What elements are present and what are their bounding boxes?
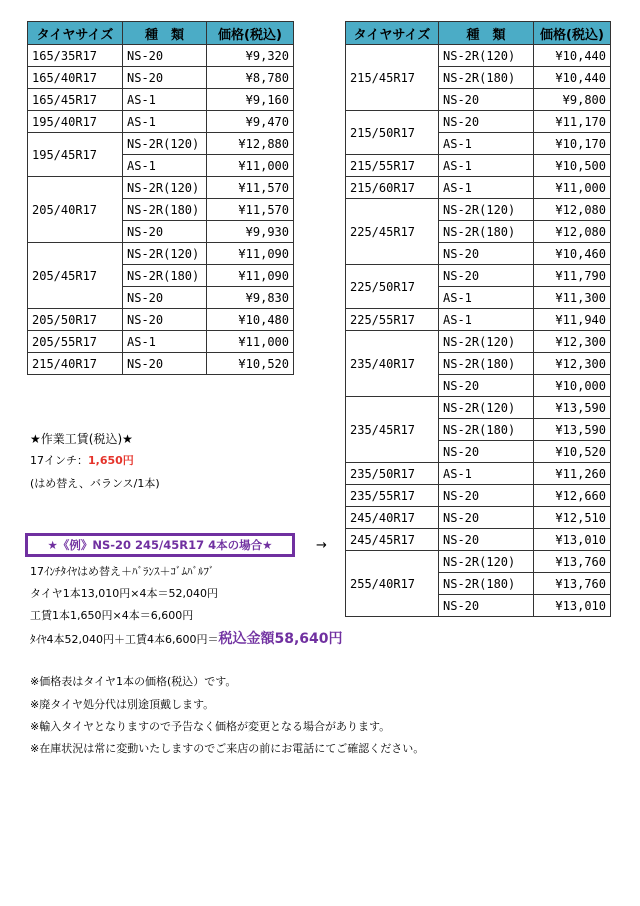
labor-line-prefix: 17インチ： xyxy=(30,454,88,467)
price-cell: ¥13,590 xyxy=(534,397,611,419)
tire-size-cell: 205/40R17 xyxy=(28,177,123,243)
tire-kind-cell: NS-2R(180) xyxy=(439,419,534,441)
price-cell: ¥13,590 xyxy=(534,419,611,441)
price-cell: ¥11,000 xyxy=(534,177,611,199)
tire-kind-cell: NS-20 xyxy=(123,287,207,309)
table-row xyxy=(346,507,611,529)
tire-kind-cell: NS-20 xyxy=(439,507,534,529)
table-row xyxy=(346,265,611,287)
price-cell: ¥9,830 xyxy=(207,287,294,309)
tire-size-cell: 205/50R17 xyxy=(28,309,123,331)
tire-kind-cell: NS-20 xyxy=(123,309,207,331)
example-line-1: 17ｲﾝﾁﾀｲﾔはめ替え＋ﾊﾞﾗﾝｽ＋ｺﾞﾑﾊﾞﾙﾌﾞ xyxy=(30,565,215,578)
example-line-4-prefix: ﾀｲﾔ4本52,040円＋工賃4本6,600円＝ xyxy=(30,633,219,646)
tire-kind-cell: NS-2R(120) xyxy=(123,243,207,265)
tire-kind-cell: NS-20 xyxy=(439,595,534,617)
table-row xyxy=(346,331,611,353)
price-cell: ¥11,170 xyxy=(534,111,611,133)
table-row xyxy=(346,485,611,507)
price-cell: ¥10,440 xyxy=(534,67,611,89)
price-cell: ¥10,480 xyxy=(207,309,294,331)
header-size: タイヤサイズ xyxy=(346,22,439,45)
price-cell: ¥11,000 xyxy=(207,155,294,177)
table-row xyxy=(28,331,294,353)
table-header-row xyxy=(346,22,611,45)
price-cell: ¥13,010 xyxy=(534,529,611,551)
note-4: ※在庫状況は常に変動いたしますのでご来店の前にお電話にてご確認ください。 xyxy=(30,742,425,755)
tire-kind-cell: NS-20 xyxy=(439,89,534,111)
tire-size-cell: 245/45R17 xyxy=(346,529,439,551)
price-cell: ¥11,090 xyxy=(207,243,294,265)
table-row xyxy=(28,111,294,133)
tire-kind-cell: NS-2R(180) xyxy=(439,221,534,243)
table-row xyxy=(28,353,294,375)
tire-size-cell: 255/40R17 xyxy=(346,551,439,617)
table-row xyxy=(346,463,611,485)
table-row xyxy=(28,243,294,265)
tire-size-cell: 245/40R17 xyxy=(346,507,439,529)
tire-size-cell: 215/50R17 xyxy=(346,111,439,155)
price-cell: ¥11,090 xyxy=(207,265,294,287)
tire-size-cell: 225/55R17 xyxy=(346,309,439,331)
tire-kind-cell: AS-1 xyxy=(123,155,207,177)
tire-kind-cell: NS-20 xyxy=(123,221,207,243)
tire-size-cell: 235/50R17 xyxy=(346,463,439,485)
price-cell: ¥11,300 xyxy=(534,287,611,309)
note-1: ※価格表はタイヤ1本の価格(税込）です。 xyxy=(30,675,237,688)
price-cell: ¥9,470 xyxy=(207,111,294,133)
tire-kind-cell: AS-1 xyxy=(123,89,207,111)
tire-kind-cell: AS-1 xyxy=(123,111,207,133)
price-cell: ¥12,300 xyxy=(534,353,611,375)
labor-line-value: 1,650円 xyxy=(88,454,134,467)
price-cell: ¥11,260 xyxy=(534,463,611,485)
labor-title: ★作業工賃(税込)★ xyxy=(30,432,133,446)
table-row xyxy=(28,67,294,89)
price-cell: ¥12,510 xyxy=(534,507,611,529)
tire-size-cell: 215/55R17 xyxy=(346,155,439,177)
price-cell: ¥12,080 xyxy=(534,199,611,221)
table-row xyxy=(346,551,611,573)
price-cell: ¥9,930 xyxy=(207,221,294,243)
tire-kind-cell: NS-2R(180) xyxy=(123,265,207,287)
tire-kind-cell: AS-1 xyxy=(439,287,534,309)
example-line-2: タイヤ1本13,010円×4本＝52,040円 xyxy=(30,587,218,600)
tire-kind-cell: NS-2R(120) xyxy=(439,397,534,419)
tire-kind-cell: NS-2R(180) xyxy=(439,573,534,595)
table-row xyxy=(28,89,294,111)
tire-kind-cell: NS-2R(120) xyxy=(439,551,534,573)
price-cell: ¥10,170 xyxy=(534,133,611,155)
table-row xyxy=(28,309,294,331)
tire-kind-cell: AS-1 xyxy=(439,309,534,331)
table-row xyxy=(346,177,611,199)
tire-kind-cell: NS-20 xyxy=(123,45,207,67)
tire-size-cell: 225/45R17 xyxy=(346,199,439,265)
tire-size-cell: 215/45R17 xyxy=(346,45,439,111)
tire-kind-cell: NS-2R(180) xyxy=(439,353,534,375)
price-cell: ¥9,800 xyxy=(534,89,611,111)
price-cell: ¥10,500 xyxy=(534,155,611,177)
tire-size-cell: 225/50R17 xyxy=(346,265,439,309)
note-2: ※廃タイヤ処分代は別途頂戴します。 xyxy=(30,698,215,711)
header-kind: 種 類 xyxy=(439,22,534,45)
price-cell: ¥11,570 xyxy=(207,199,294,221)
tire-size-cell: 165/45R17 xyxy=(28,89,123,111)
tire-kind-cell: NS-20 xyxy=(439,111,534,133)
table-row xyxy=(346,111,611,133)
price-cell: ¥10,520 xyxy=(534,441,611,463)
tire-kind-cell: AS-1 xyxy=(123,331,207,353)
price-cell: ¥9,320 xyxy=(207,45,294,67)
tire-size-cell: 235/55R17 xyxy=(346,485,439,507)
tire-kind-cell: NS-2R(120) xyxy=(439,199,534,221)
price-cell: ¥10,520 xyxy=(207,353,294,375)
table-header-row xyxy=(28,22,294,45)
price-cell: ¥8,780 xyxy=(207,67,294,89)
header-price: 価格(税込) xyxy=(207,22,294,45)
tire-kind-cell: NS-2R(180) xyxy=(439,67,534,89)
price-cell: ¥13,010 xyxy=(534,595,611,617)
note-3: ※輸入タイヤとなりますので予告なく価格が変更となる場合があります。 xyxy=(30,720,391,733)
table-row xyxy=(346,199,611,221)
price-cell: ¥9,160 xyxy=(207,89,294,111)
example-box: ★《例》NS-20 245/45R17 4本の場合★ xyxy=(25,533,295,557)
tire-size-cell: 235/45R17 xyxy=(346,397,439,463)
tire-kind-cell: NS-20 xyxy=(439,375,534,397)
tire-size-cell: 165/40R17 xyxy=(28,67,123,89)
price-cell: ¥11,790 xyxy=(534,265,611,287)
tire-kind-cell: AS-1 xyxy=(439,177,534,199)
price-cell: ¥11,000 xyxy=(207,331,294,353)
price-cell: ¥13,760 xyxy=(534,573,611,595)
table-row xyxy=(346,309,611,331)
example-line-4 xyxy=(30,628,343,648)
header-kind: 種 類 xyxy=(123,22,207,45)
labor-detail: (はめ替え、バランス/1本) xyxy=(30,477,160,490)
table-row xyxy=(28,45,294,67)
price-cell: ¥11,570 xyxy=(207,177,294,199)
tire-size-cell: 195/40R17 xyxy=(28,111,123,133)
price-cell: ¥12,300 xyxy=(534,331,611,353)
table-row xyxy=(346,45,611,67)
tire-kind-cell: NS-20 xyxy=(439,529,534,551)
tire-kind-cell: AS-1 xyxy=(439,463,534,485)
arrow-icon: → xyxy=(316,538,327,553)
price-cell: ¥10,460 xyxy=(534,243,611,265)
tire-size-cell: 165/35R17 xyxy=(28,45,123,67)
price-cell: ¥12,660 xyxy=(534,485,611,507)
price-cell: ¥10,000 xyxy=(534,375,611,397)
tire-kind-cell: AS-1 xyxy=(439,155,534,177)
tire-kind-cell: NS-2R(120) xyxy=(439,331,534,353)
price-table-right xyxy=(345,21,611,617)
table-row xyxy=(28,177,294,199)
tire-size-cell: 195/45R17 xyxy=(28,133,123,177)
tire-kind-cell: NS-20 xyxy=(123,353,207,375)
tire-kind-cell: AS-1 xyxy=(439,133,534,155)
tire-kind-cell: NS-20 xyxy=(439,485,534,507)
tire-kind-cell: NS-2R(180) xyxy=(123,199,207,221)
tire-kind-cell: NS-2R(120) xyxy=(123,133,207,155)
tire-kind-cell: NS-2R(120) xyxy=(123,177,207,199)
price-cell: ¥10,440 xyxy=(534,45,611,67)
tire-size-cell: 215/40R17 xyxy=(28,353,123,375)
tire-size-cell: 205/45R17 xyxy=(28,243,123,309)
table-row xyxy=(346,529,611,551)
header-size: タイヤサイズ xyxy=(28,22,123,45)
header-price: 価格(税込) xyxy=(534,22,611,45)
price-cell: ¥12,880 xyxy=(207,133,294,155)
table-row xyxy=(346,155,611,177)
tire-size-cell: 235/40R17 xyxy=(346,331,439,397)
price-cell: ¥13,760 xyxy=(534,551,611,573)
table-row xyxy=(28,133,294,155)
price-cell: ¥12,080 xyxy=(534,221,611,243)
tire-kind-cell: NS-2R(120) xyxy=(439,45,534,67)
example-total: 税込金額58,640円 xyxy=(218,631,343,647)
example-line-3: 工賃1本1,650円×4本＝6,600円 xyxy=(30,609,194,622)
tire-kind-cell: NS-20 xyxy=(439,441,534,463)
labor-line xyxy=(30,452,134,468)
tire-kind-cell: NS-20 xyxy=(439,265,534,287)
tire-size-cell: 215/60R17 xyxy=(346,177,439,199)
tire-kind-cell: NS-20 xyxy=(439,243,534,265)
price-table-left xyxy=(27,21,294,375)
tire-kind-cell: NS-20 xyxy=(123,67,207,89)
table-row xyxy=(346,397,611,419)
price-cell: ¥11,940 xyxy=(534,309,611,331)
tire-size-cell: 205/55R17 xyxy=(28,331,123,353)
